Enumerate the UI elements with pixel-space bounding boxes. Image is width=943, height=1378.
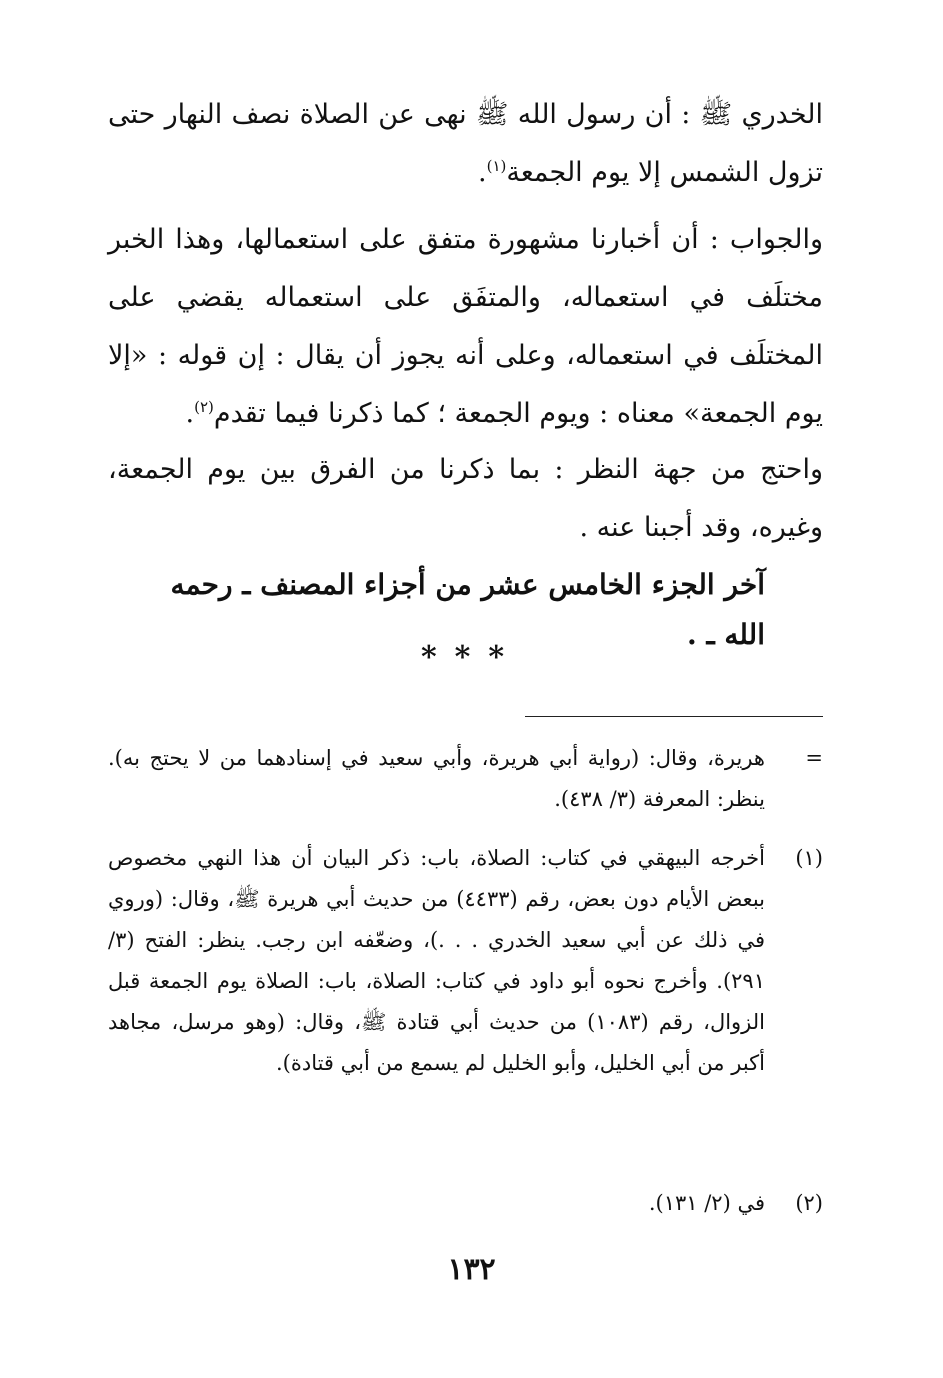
footnote-ref-1[interactable]: (١) xyxy=(486,157,507,175)
paragraph-hadith-end: . xyxy=(478,157,487,188)
paragraph-hadith-text: الخدري ﷺ : أن رسول الله ﷺ نهى عن الصلاة نصف النهار حتى تزول الشمس إلا يوم الجمعة xyxy=(108,99,823,188)
paragraph-answer-text: والجواب : أن أخبارنا مشهورة متفق على استعمالها، وهذا الخبر مختلَف في استعماله، والمتفَق على استعماله يقضي على المختلَف في استعماله، وعلى أنه يجوز أن يقال : إن قوله : «إلا يوم الجمعة» معناه : ويوم الجمعة ؛ كما ذكرنا فيما تقدم xyxy=(108,224,823,429)
section-end-heading: آخر الجزء الخامس عشر من أجزاء المصنف ـ رحمه الله ـ . xyxy=(170,568,765,651)
footnote-separator xyxy=(525,716,823,717)
footnote-1-marker: (١) xyxy=(795,846,823,870)
footnote-2 xyxy=(108,1183,823,1224)
paragraph-answer xyxy=(108,211,823,443)
footnote-ref-2[interactable]: (٢) xyxy=(194,398,214,416)
paragraph-hadith xyxy=(108,86,823,202)
page-number: ١٣٢ xyxy=(447,1252,496,1287)
footnote-continuation xyxy=(108,738,823,820)
footnote-2-marker: (٢) xyxy=(795,1191,823,1215)
paragraph-answer-end: . xyxy=(185,398,195,429)
footnote-1-text: أخرجه البيهقي في كتاب: الصلاة، باب: ذكر البيان أن هذا النهي مخصوص ببعض الأيام دون بعض، رقم (٤٤٣٣) من حديث أبي هريرة ﷺ، وقال: (وروي في ذلك عن أبي سعيد الخدري . . .)، وضعّفه ابن رجب. ينظر: الفتح (٣/ ٢٩١). وأخرج نحوه أبو داود في كتاب: الصلاة، باب: الصلاة يوم الجمعة قبل الزوال، رقم (١٠٨٣) من حديث أبي قتادة ﷺ، وقال: (وهو مرسل، مجاهد أكبر من أبي الخليل، وأبو الخليل لم يسمع من أبي قتادة). xyxy=(108,846,765,1075)
section-divider-stars: *** xyxy=(420,640,523,675)
footnote-1 xyxy=(108,838,823,1084)
footnote-continuation-marker: = xyxy=(805,746,823,770)
paragraph-reasoning: واحتج من جهة النظر : بما ذكرنا من الفرق بين يوم الجمعة، وغيره، وقد أجبنا عنه . xyxy=(108,454,823,543)
footnote-continuation-text: هريرة، وقال: (رواية أبي هريرة، وأبي سعيد في إسنادهما من لا يحتج به). ينظر: المعرفة (٣/ ٤٣٨). xyxy=(108,746,765,811)
footnote-2-text: في (٢/ ١٣١). xyxy=(648,1191,765,1215)
